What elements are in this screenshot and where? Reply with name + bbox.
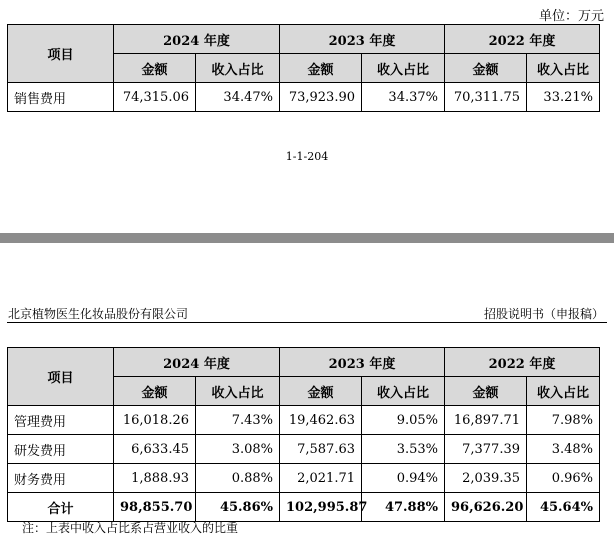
- ratio-header: 收入占比: [362, 377, 445, 406]
- expense-table: [7, 347, 600, 522]
- row-label: 管理费用: [8, 406, 114, 435]
- row-label: 销售费用: [8, 83, 114, 112]
- table-row: [8, 406, 600, 435]
- page-separator: [0, 233, 614, 243]
- ratio-header: 收入占比: [362, 54, 445, 83]
- table-row: [8, 464, 600, 493]
- year-header: 2024 年度: [114, 25, 280, 54]
- cell-ratio: 3.08%: [196, 435, 280, 464]
- header-rule: [7, 322, 607, 323]
- item-header: 项目: [8, 348, 114, 406]
- cell-ratio: 0.94%: [362, 464, 445, 493]
- cell-ratio: 3.53%: [362, 435, 445, 464]
- table-header-row: [8, 25, 600, 54]
- cell-amount: 1,888.93: [114, 464, 196, 493]
- cell-amount: 96,626.20: [445, 493, 527, 522]
- amount-header: 金额: [114, 377, 196, 406]
- cell-ratio: 45.64%: [527, 493, 600, 522]
- amount-header: 金额: [280, 54, 362, 83]
- ratio-header: 收入占比: [527, 377, 600, 406]
- amount-header: 金额: [445, 54, 527, 83]
- cell-amount: 2,021.71: [280, 464, 362, 493]
- cell-amount: 16,018.26: [114, 406, 196, 435]
- amount-header: 金额: [280, 377, 362, 406]
- cell-amount: 6,633.45: [114, 435, 196, 464]
- cell-ratio: 0.96%: [527, 464, 600, 493]
- page-number: 1-1-204: [285, 150, 329, 163]
- year-header: 2022 年度: [445, 348, 600, 377]
- cell-ratio: 47.88%: [362, 493, 445, 522]
- cell-ratio: 45.86%: [196, 493, 280, 522]
- row-label: 研发费用: [8, 435, 114, 464]
- cell-ratio: 0.88%: [196, 464, 280, 493]
- cell-amount: 73,923.90: [280, 83, 362, 112]
- cell-amount: 16,897.71: [445, 406, 527, 435]
- cell-ratio: 34.37%: [362, 83, 445, 112]
- table-row: [8, 83, 600, 112]
- unit-label: 单位：万元: [538, 9, 604, 24]
- table-header-row: [8, 348, 600, 377]
- table-row: [8, 435, 600, 464]
- amount-header: 金额: [114, 54, 196, 83]
- cell-amount: 7,377.39: [445, 435, 527, 464]
- cell-ratio: 7.43%: [196, 406, 280, 435]
- document-type: 招股说明书（申报稿）: [483, 307, 604, 321]
- company-name: 北京植物医生化妆品股份有限公司: [8, 307, 189, 321]
- cell-amount: 98,855.70: [114, 493, 196, 522]
- cell-amount: 74,315.06: [114, 83, 196, 112]
- total-label: 合计: [8, 493, 114, 522]
- ratio-header: 收入占比: [196, 54, 280, 83]
- cell-amount: 7,587.63: [280, 435, 362, 464]
- amount-header: 金额: [445, 377, 527, 406]
- cell-amount: 19,462.63: [280, 406, 362, 435]
- cell-amount: 2,039.35: [445, 464, 527, 493]
- table-note: 注：上表中收入占比系占营业收入的比重: [22, 521, 239, 535]
- cell-ratio: 33.21%: [527, 83, 600, 112]
- row-label: 财务费用: [8, 464, 114, 493]
- cell-ratio: 3.48%: [527, 435, 600, 464]
- cell-ratio: 34.47%: [196, 83, 280, 112]
- cell-ratio: 7.98%: [527, 406, 600, 435]
- cell-ratio: 9.05%: [362, 406, 445, 435]
- year-header: 2022 年度: [445, 25, 600, 54]
- year-header: 2023 年度: [280, 25, 445, 54]
- year-header: 2024 年度: [114, 348, 280, 377]
- sales-expense-table: [7, 24, 600, 112]
- year-header: 2023 年度: [280, 348, 445, 377]
- ratio-header: 收入占比: [196, 377, 280, 406]
- cell-amount: 70,311.75: [445, 83, 527, 112]
- item-header: 项目: [8, 25, 114, 83]
- ratio-header: 收入占比: [527, 54, 600, 83]
- cell-amount: 102,995.87: [280, 493, 362, 522]
- total-row: [8, 493, 600, 522]
